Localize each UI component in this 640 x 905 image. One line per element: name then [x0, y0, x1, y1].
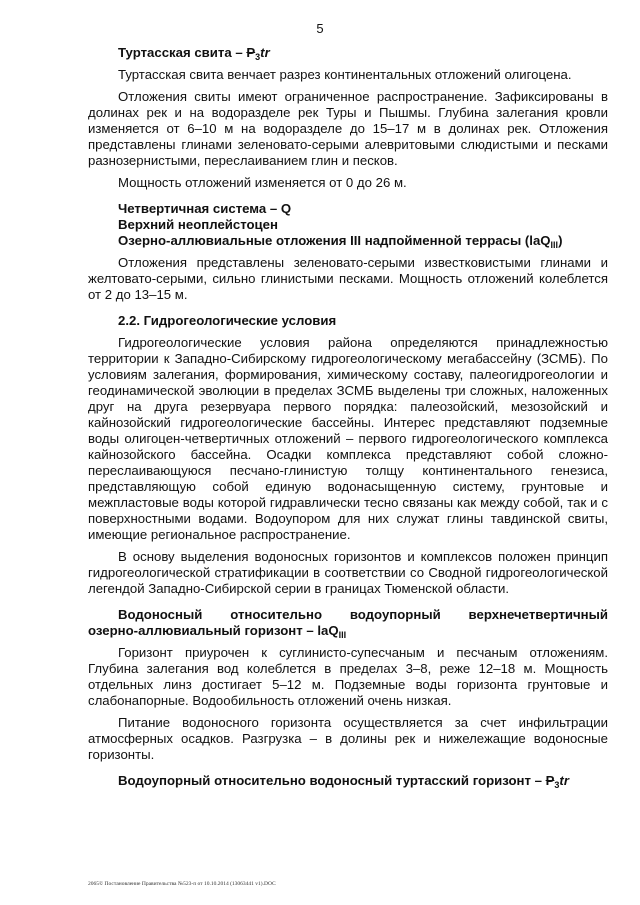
heading-quaternary: Четвертичная система – Q [118, 201, 292, 216]
paragraph-3: Мощность отложений изменяется от 0 до 26 м. [118, 175, 407, 190]
paragraph-1: Туртасская свита венчает разрез континентальных отложений олигоцена. [118, 67, 572, 82]
symbol-p: Р [545, 773, 555, 788]
page-number: 5 [316, 21, 324, 36]
symbol-p: Р [246, 45, 256, 60]
heading-upper-neopleistocene: Верхний неоплейстоцен [118, 217, 278, 232]
heading-turtas-suite: Туртасская свита – $Р_3tr$ [118, 45, 270, 62]
paragraph-8: Питание водоносного горизонта осуществляется за счет инфильтрации атмосферных осадков. Разгрузка – в долины рек и нижележащие водоносные горизонты. [88, 715, 608, 762]
document-body [88, 45, 608, 789]
paragraph-5: Гидрогеологические условия района определяются принадлежностью территории к Западно-Сибирскому гидрогеологическому мегабассейну (ЗСМБ). По условиям залегания, формирования, химическому составу, палеогидрогеологии и геодинамической эволюции в пределах ЗСМБ выделены три сложных, наложенных друг на друга резервуара первого порядка: палеозойский, мезозойский и кайнозойский гидрогеологические бассейны. Интерес представляют подземные воды олигоцен-четвертичных отложений – первого гидрогеологического комплекса кайнозойского бассейна. Осадки комплекса представляют собой сложно-переслаивающуюся песчано-глинистую толщу континентального генезиса, представляющую собой единую водонасыщенную систему, грунтовые и межпластовые воды которой гидравлически тесно связаны как между собой, так и с поверхностными водами. Водоупором для них служат глины тавдинской свиты, имеющие региональное распространение. [88, 335, 608, 542]
heading-aquifer-line1: Водоносный относительно водоупорный верхнечетвертичный [118, 607, 608, 622]
heading-lake-alluvial: Озерно-аллювиальные отложения III надпойменной террасы (laQ$_{III}$) [118, 233, 563, 250]
heading-hydrogeology: 2.2. Гидрогеологические условия [118, 313, 337, 328]
heading-aquifer-line2: озерно-аллювиальный горизонт – laQ$_{III}$ [88, 623, 347, 640]
paragraph-7: Горизонт приурочен к суглинисто-супесчаным и песчаным отложениям. Глубина залегания вод колеблется в пределах 3–8, реже 12–18 м. Мощность отдельных линз достигает 5–12 м. Подземные воды горизонта грунтовые и слабонапорные. Водообильность отложений очень низкая. [88, 645, 608, 708]
heading-aquitard-turtas: Водоупорный относительно водоносный туртасский горизонт – $Р_3tr$ [118, 773, 569, 790]
paragraph-6: В основу выделения водоносных горизонтов и комплексов положен принцип гидрогеологической стратификации в соответствии со Сводной гидрогеологической легендой Западно-Сибирской серии в границах Тюменской области. [88, 549, 608, 596]
paragraph-2: Отложения свиты имеют ограниченное распространение. Зафиксированы в долинах рек и на водоразделе рек Туры и Пышмы. Глубина залегания кровли изменяется от 6–10 м на водоразделе до 15–17 м в долинах рек. Отложения представлены глинами зеленовато-серыми алевритовыми слюдистыми и песками разнозернистыми, переслаиванием глин и песков. [88, 89, 608, 168]
paragraph-4: Отложения представлены зеленовато-серыми известковистыми глинами и желтовато-серыми, сильно глинистыми песками. Мощность отложений колеблется от 2 до 13–15 м. [88, 255, 608, 302]
footer-document-id: 2065© Постановление Правительства №523-п от 10.10.2014 (13063441 v1).DOC [88, 881, 276, 887]
